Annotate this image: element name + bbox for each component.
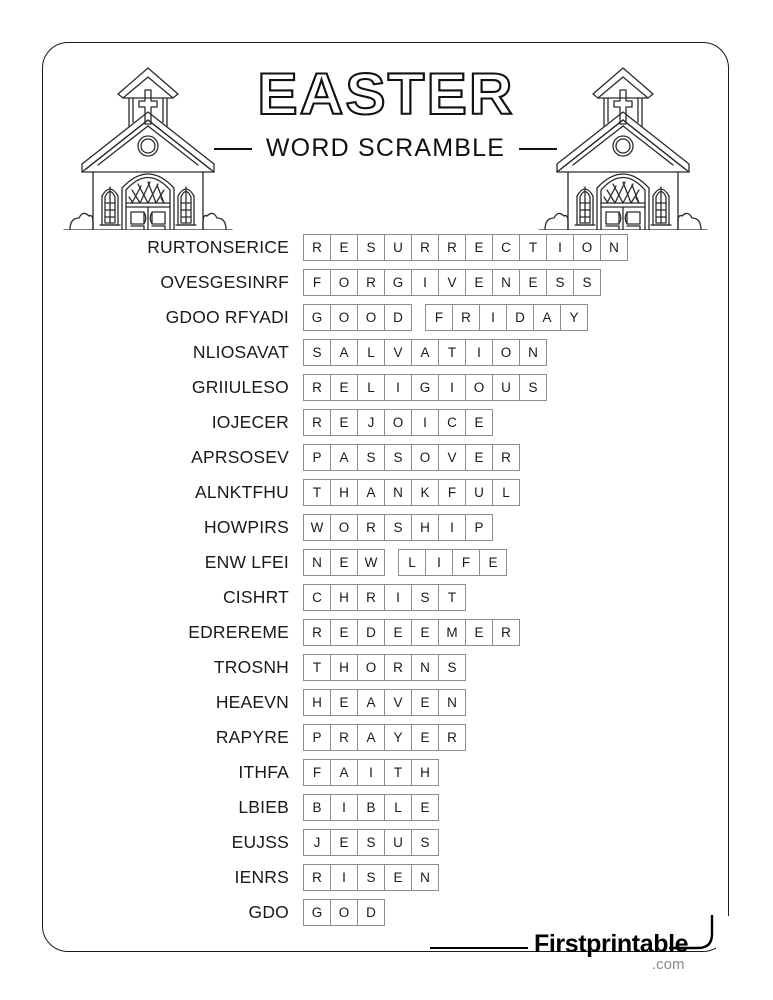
answer-letter-box[interactable]: E <box>330 619 358 646</box>
answer-letter-box[interactable]: B <box>357 794 385 821</box>
answer-letter-box[interactable]: L <box>357 339 385 366</box>
answer-letter-box[interactable]: V <box>384 689 412 716</box>
answer-boxes <box>303 514 493 541</box>
answer-letter-box[interactable]: S <box>357 444 385 471</box>
scramble-row <box>42 545 729 580</box>
answer-boxes <box>303 724 466 751</box>
answer-letter-box[interactable]: E <box>519 269 547 296</box>
answer-letter-box[interactable]: R <box>411 234 439 261</box>
answer-letter-box[interactable]: I <box>438 374 466 401</box>
answer-boxes <box>303 549 507 576</box>
answer-letter-box[interactable]: R <box>303 374 331 401</box>
answer-letter-box[interactable]: I <box>384 374 412 401</box>
answer-letter-box[interactable]: G <box>303 304 331 331</box>
answer-boxes <box>303 654 466 681</box>
scramble-row <box>42 755 729 790</box>
answer-letter-box[interactable]: E <box>465 234 493 261</box>
answer-letter-box[interactable]: G <box>384 269 412 296</box>
answer-letter-box[interactable]: E <box>330 409 358 436</box>
answer-letter-box[interactable]: R <box>492 619 520 646</box>
answer-letter-box[interactable]: T <box>303 654 331 681</box>
scramble-row <box>42 580 729 615</box>
scramble-row <box>42 405 729 440</box>
answer-word-group <box>425 304 588 331</box>
answer-letter-box[interactable]: G <box>303 899 331 926</box>
scramble-row <box>42 685 729 720</box>
answer-letter-box[interactable]: O <box>492 339 520 366</box>
answer-letter-box[interactable]: C <box>438 409 466 436</box>
answer-letter-box[interactable]: S <box>546 269 574 296</box>
scrambled-word: GRIIULESO <box>191 377 289 397</box>
scramble-row <box>42 265 729 300</box>
scramble-row <box>42 720 729 755</box>
answer-letter-box[interactable]: R <box>303 234 331 261</box>
answer-letter-box[interactable]: I <box>546 234 574 261</box>
answer-boxes <box>303 899 385 926</box>
answer-letter-box[interactable]: L <box>384 794 412 821</box>
answer-letter-box[interactable]: I <box>411 409 439 436</box>
answer-letter-box[interactable]: H <box>330 584 358 611</box>
answer-boxes <box>303 479 520 506</box>
answer-letter-box[interactable]: N <box>411 654 439 681</box>
scramble-row <box>42 860 729 895</box>
answer-boxes <box>303 374 547 401</box>
answer-letter-box[interactable]: A <box>330 339 358 366</box>
scrambled-word: ENW LFEI <box>204 552 289 572</box>
word-scramble-list <box>42 230 729 930</box>
answer-letter-box[interactable]: J <box>303 829 331 856</box>
answer-letter-box[interactable]: H <box>303 689 331 716</box>
answer-letter-box[interactable]: D <box>506 304 534 331</box>
scrambled-word: GDOO RFYADI <box>165 307 289 327</box>
answer-letter-box[interactable]: H <box>330 479 358 506</box>
scrambled-word: HOWPIRS <box>203 517 289 537</box>
answer-letter-box[interactable]: E <box>330 234 358 261</box>
answer-boxes <box>303 444 520 471</box>
answer-boxes <box>303 759 439 786</box>
scramble-row <box>42 475 729 510</box>
answer-letter-box[interactable]: D <box>357 899 385 926</box>
answer-letter-box[interactable]: L <box>398 549 426 576</box>
answer-letter-box[interactable]: N <box>384 479 412 506</box>
answer-letter-box[interactable]: S <box>357 829 385 856</box>
answer-letter-box[interactable]: F <box>452 549 480 576</box>
answer-letter-box[interactable]: N <box>600 234 628 261</box>
answer-word-group <box>303 269 601 296</box>
answer-letter-box[interactable]: E <box>465 269 493 296</box>
answer-word-group <box>303 304 412 331</box>
answer-letter-box[interactable]: A <box>330 759 358 786</box>
answer-letter-box[interactable]: N <box>438 689 466 716</box>
answer-letter-box[interactable]: S <box>357 234 385 261</box>
answer-letter-box[interactable]: U <box>384 234 412 261</box>
scrambled-word: IOJECER <box>211 412 289 432</box>
answer-letter-box[interactable]: L <box>357 374 385 401</box>
answer-letter-box[interactable]: P <box>303 444 331 471</box>
answer-letter-box[interactable]: E <box>330 829 358 856</box>
answer-letter-box[interactable]: I <box>438 514 466 541</box>
answer-letter-box[interactable]: K <box>411 479 439 506</box>
answer-letter-box[interactable]: R <box>452 304 480 331</box>
answer-letter-box[interactable]: C <box>492 234 520 261</box>
answer-boxes <box>303 864 439 891</box>
answer-letter-box[interactable]: I <box>411 269 439 296</box>
answer-word-group <box>303 514 493 541</box>
scrambled-word: RURTONSERICE <box>147 237 289 257</box>
scramble-row <box>42 370 729 405</box>
answer-boxes <box>303 339 547 366</box>
answer-letter-box[interactable]: W <box>357 549 385 576</box>
answer-letter-box[interactable]: G <box>411 374 439 401</box>
answer-word-group <box>303 479 520 506</box>
answer-letter-box[interactable]: W <box>303 514 331 541</box>
answer-boxes <box>303 234 628 261</box>
answer-letter-box[interactable]: L <box>492 479 520 506</box>
answer-letter-box[interactable]: O <box>330 514 358 541</box>
answer-letter-box[interactable]: F <box>303 759 331 786</box>
answer-letter-box[interactable]: A <box>357 724 385 751</box>
scramble-row <box>42 230 729 265</box>
answer-letter-box[interactable]: S <box>411 829 439 856</box>
answer-letter-box[interactable]: F <box>438 479 466 506</box>
subtitle-text: WORD SCRAMBLE <box>265 134 506 162</box>
answer-letter-box[interactable]: R <box>330 724 358 751</box>
answer-letter-box[interactable]: V <box>384 339 412 366</box>
answer-boxes <box>303 304 588 331</box>
scrambled-word: NLIOSAVAT <box>192 342 289 362</box>
scramble-row <box>42 335 729 370</box>
scrambled-word: ITHFA <box>238 762 289 782</box>
answer-word-group <box>303 619 520 646</box>
answer-letter-box[interactable]: T <box>438 339 466 366</box>
answer-word-group <box>303 549 385 576</box>
answer-letter-box[interactable]: I <box>479 304 507 331</box>
scrambled-word: APRSOSEV <box>191 447 289 467</box>
answer-letter-box[interactable]: E <box>411 619 439 646</box>
answer-letter-box[interactable]: I <box>330 864 358 891</box>
answer-letter-box[interactable]: F <box>425 304 453 331</box>
answer-letter-box[interactable]: E <box>479 549 507 576</box>
answer-letter-box[interactable]: T <box>438 584 466 611</box>
answer-word-group <box>303 654 466 681</box>
answer-word-group <box>303 584 466 611</box>
answer-boxes <box>303 409 493 436</box>
answer-letter-box[interactable]: R <box>384 654 412 681</box>
answer-word-group <box>303 234 628 261</box>
answer-word-group <box>303 339 547 366</box>
answer-letter-box[interactable]: Y <box>560 304 588 331</box>
answer-letter-box[interactable]: O <box>411 444 439 471</box>
answer-letter-box[interactable]: S <box>519 374 547 401</box>
answer-letter-box[interactable]: J <box>357 409 385 436</box>
answer-letter-box[interactable]: I <box>425 549 453 576</box>
answer-letter-box[interactable]: U <box>492 374 520 401</box>
answer-letter-box[interactable]: A <box>533 304 561 331</box>
answer-letter-box[interactable]: R <box>438 234 466 261</box>
answer-letter-box[interactable]: T <box>519 234 547 261</box>
logo-rule-left <box>430 947 528 949</box>
answer-letter-box[interactable]: O <box>357 654 385 681</box>
scramble-row <box>42 510 729 545</box>
answer-letter-box[interactable]: H <box>330 654 358 681</box>
scrambled-word: GDO <box>248 902 289 922</box>
scrambled-word: TROSNH <box>213 657 289 677</box>
answer-word-group <box>398 549 507 576</box>
answer-letter-box[interactable]: U <box>465 479 493 506</box>
answer-boxes <box>303 689 466 716</box>
answer-letter-box[interactable]: E <box>384 619 412 646</box>
answer-letter-box[interactable]: F <box>303 269 331 296</box>
answer-letter-box[interactable]: A <box>411 339 439 366</box>
church-illustration-right <box>537 60 709 235</box>
scrambled-word: ALNKTFHU <box>195 482 289 502</box>
scramble-row <box>42 615 729 650</box>
answer-letter-box[interactable]: R <box>303 409 331 436</box>
answer-boxes <box>303 619 520 646</box>
answer-word-group <box>303 374 547 401</box>
answer-letter-box[interactable]: S <box>573 269 601 296</box>
scrambled-word: OVESGESINRF <box>160 272 289 292</box>
answer-letter-box[interactable]: H <box>411 759 439 786</box>
answer-letter-box[interactable]: S <box>411 584 439 611</box>
answer-letter-box[interactable]: E <box>411 689 439 716</box>
scramble-row <box>42 790 729 825</box>
scrambled-word: EDREREME <box>188 622 289 642</box>
answer-letter-box[interactable]: O <box>573 234 601 261</box>
answer-letter-box[interactable]: V <box>438 444 466 471</box>
answer-letter-box[interactable]: T <box>384 759 412 786</box>
answer-letter-box[interactable]: P <box>303 724 331 751</box>
answer-word-group <box>303 689 466 716</box>
answer-letter-box[interactable]: D <box>357 619 385 646</box>
answer-letter-box[interactable]: D <box>384 304 412 331</box>
answer-letter-box[interactable]: I <box>330 794 358 821</box>
scrambled-word: HEAEVN <box>215 692 289 712</box>
answer-letter-box[interactable]: R <box>438 724 466 751</box>
answer-letter-box[interactable]: O <box>330 899 358 926</box>
answer-letter-box[interactable]: A <box>357 479 385 506</box>
answer-letter-box[interactable]: A <box>357 689 385 716</box>
answer-letter-box[interactable]: S <box>384 514 412 541</box>
answer-letter-box[interactable]: N <box>411 864 439 891</box>
answer-letter-box[interactable]: N <box>303 549 331 576</box>
answer-letter-box[interactable]: E <box>465 619 493 646</box>
answer-boxes <box>303 829 439 856</box>
scrambled-word: EUJSS <box>231 832 289 852</box>
footer-logo <box>430 920 760 980</box>
answer-letter-box[interactable]: I <box>384 584 412 611</box>
worksheet-header <box>42 52 729 232</box>
scramble-row <box>42 825 729 860</box>
answer-letter-box[interactable]: R <box>303 619 331 646</box>
scramble-row <box>42 300 729 335</box>
answer-letter-box[interactable]: V <box>438 269 466 296</box>
answer-letter-box[interactable]: I <box>357 759 385 786</box>
answer-letter-box[interactable]: E <box>330 689 358 716</box>
answer-letter-box[interactable]: E <box>411 794 439 821</box>
answer-letter-box[interactable]: N <box>519 339 547 366</box>
scrambled-word: LBIEB <box>238 797 289 817</box>
answer-letter-box[interactable]: O <box>330 304 358 331</box>
answer-letter-box[interactable]: O <box>330 269 358 296</box>
answer-letter-box[interactable]: E <box>330 549 358 576</box>
answer-letter-box[interactable]: R <box>357 514 385 541</box>
scrambled-word: IENRS <box>234 867 289 887</box>
answer-letter-box[interactable]: R <box>357 269 385 296</box>
answer-letter-box[interactable]: A <box>330 444 358 471</box>
answer-letter-box[interactable]: S <box>438 654 466 681</box>
answer-letter-box[interactable]: O <box>384 409 412 436</box>
answer-boxes <box>303 584 466 611</box>
logo-curve-flourish <box>668 915 738 963</box>
answer-letter-box[interactable]: R <box>492 444 520 471</box>
answer-letter-box[interactable]: Y <box>384 724 412 751</box>
answer-letter-box[interactable]: O <box>465 374 493 401</box>
answer-boxes <box>303 269 601 296</box>
brand-name: Firstprintable <box>534 930 689 958</box>
scramble-row <box>42 650 729 685</box>
answer-letter-box[interactable]: R <box>303 864 331 891</box>
answer-letter-box[interactable]: S <box>357 864 385 891</box>
answer-letter-box[interactable]: E <box>411 724 439 751</box>
answer-word-group <box>303 409 493 436</box>
answer-letter-box[interactable]: P <box>465 514 493 541</box>
answer-letter-box[interactable]: T <box>303 479 331 506</box>
answer-letter-box[interactable]: H <box>411 514 439 541</box>
page-title <box>236 62 536 128</box>
answer-word-group <box>303 864 439 891</box>
answer-letter-box[interactable]: S <box>303 339 331 366</box>
answer-letter-box[interactable]: E <box>330 374 358 401</box>
answer-word-group <box>303 899 385 926</box>
scrambled-word: CISHRT <box>222 587 289 607</box>
answer-letter-box[interactable]: E <box>465 409 493 436</box>
answer-letter-box[interactable]: N <box>492 269 520 296</box>
scramble-row <box>42 440 729 475</box>
answer-letter-box[interactable]: E <box>384 864 412 891</box>
answer-letter-box[interactable]: I <box>465 339 493 366</box>
answer-letter-box[interactable]: C <box>303 584 331 611</box>
answer-word-group <box>303 829 439 856</box>
answer-letter-box[interactable]: R <box>357 584 385 611</box>
page-title-text: EASTER <box>256 62 515 127</box>
scrambled-word: RAPYRE <box>215 727 289 747</box>
answer-letter-box[interactable]: B <box>303 794 331 821</box>
answer-letter-box[interactable]: U <box>384 829 412 856</box>
answer-word-group <box>303 724 466 751</box>
answer-word-group <box>303 794 439 821</box>
answer-boxes <box>303 794 439 821</box>
answer-word-group <box>303 444 520 471</box>
answer-letter-box[interactable]: S <box>384 444 412 471</box>
answer-word-group <box>303 759 439 786</box>
answer-letter-box[interactable]: E <box>465 444 493 471</box>
subtitle-dash-left <box>214 148 252 150</box>
brand-tld: .com <box>652 956 685 973</box>
answer-letter-box[interactable]: M <box>438 619 466 646</box>
answer-letter-box[interactable]: O <box>357 304 385 331</box>
